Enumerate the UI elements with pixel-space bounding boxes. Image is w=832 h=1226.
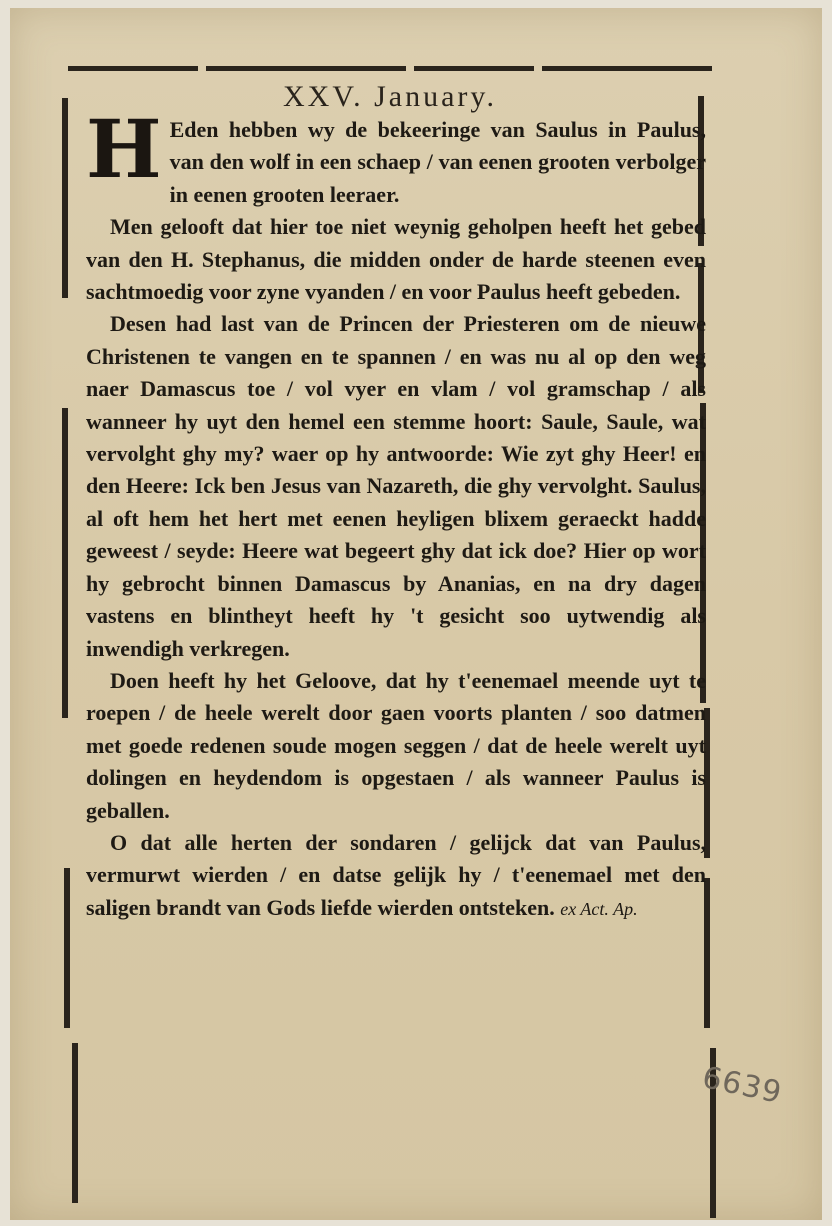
left-border-bar (72, 1043, 78, 1203)
drop-cap: H (86, 102, 162, 196)
left-border-bar (64, 868, 70, 1028)
body-text (86, 102, 706, 925)
paragraph-text: Eden hebben wy de bekeeringe van Saulus in Paulus, van den wolf in een schaep / van eenen grooten verbolger in eenen grooten leeraer. (169, 117, 706, 207)
top-rule-mid (414, 66, 534, 71)
left-border-bar (62, 408, 68, 718)
left-border-bar (62, 98, 68, 298)
source-note: ex Act. Ap. (560, 898, 638, 919)
top-rule-right (542, 66, 712, 71)
top-rule-left (68, 66, 198, 71)
paragraph-3: Desen had last van de Princen der Priesteren om de nieuwe Christenen te vangen en te spannen / en was nu al op den weg naer Damascus toe / vol vyer en vlam / vol gramschap / als wanneer hy uyt den hemel een stemme hoort: Saule, Saule, wat vervolght ghy my? waer op hy antwoorde: Wie zyt ghy Heer! en den Heere: Ick ben Jesus van Nazareth, die ghy vervolght. Saulus, al oft hem het hert met eenen heyligen blixem geraeckt hadde geweest / seyde: Heere wat begeert ghy dat ick doe? Hier op wort hy gebrocht binnen Damascus by Ananias, en na dry dagen vastens en blintheyt heeft hy 't gesicht soo uytwendig als inwendigh verkregen. (86, 311, 706, 661)
printed-sheet (10, 8, 822, 1220)
top-rule-center (206, 66, 406, 71)
paragraph-2: Men gelooft dat hier toe niet weynig geholpen heeft het gebed van den H. Stephanus, die midden onder de harde steenen even sachtmoedig voor zyne vyanden / en voor Paulus heeft gebeden. (86, 214, 706, 305)
paragraph-4: Doen heeft hy het Geloove, dat hy t'eenemael meende uyt te roepen / de heele werelt door gaen voorts planten / soo datmen met goede redenen soude mogen seggen / dat de heele werelt uyt dolingen en heydendom is opgestaen / als wanneer Paulus is geballen. (86, 667, 706, 823)
paragraph-text: O dat alle herten der sondaren / gelijck dat van Paulus, vermurwt wierden / en datse gelijk hy / t'eenemael met den saligen brandt van Gods liefde wierden ontsteken. (86, 829, 706, 920)
page-title: XXV. January. (283, 80, 497, 113)
paragraph-5 (86, 827, 706, 925)
handwritten-mark: 6639 (698, 1060, 785, 1111)
paragraph-1 (86, 102, 706, 211)
